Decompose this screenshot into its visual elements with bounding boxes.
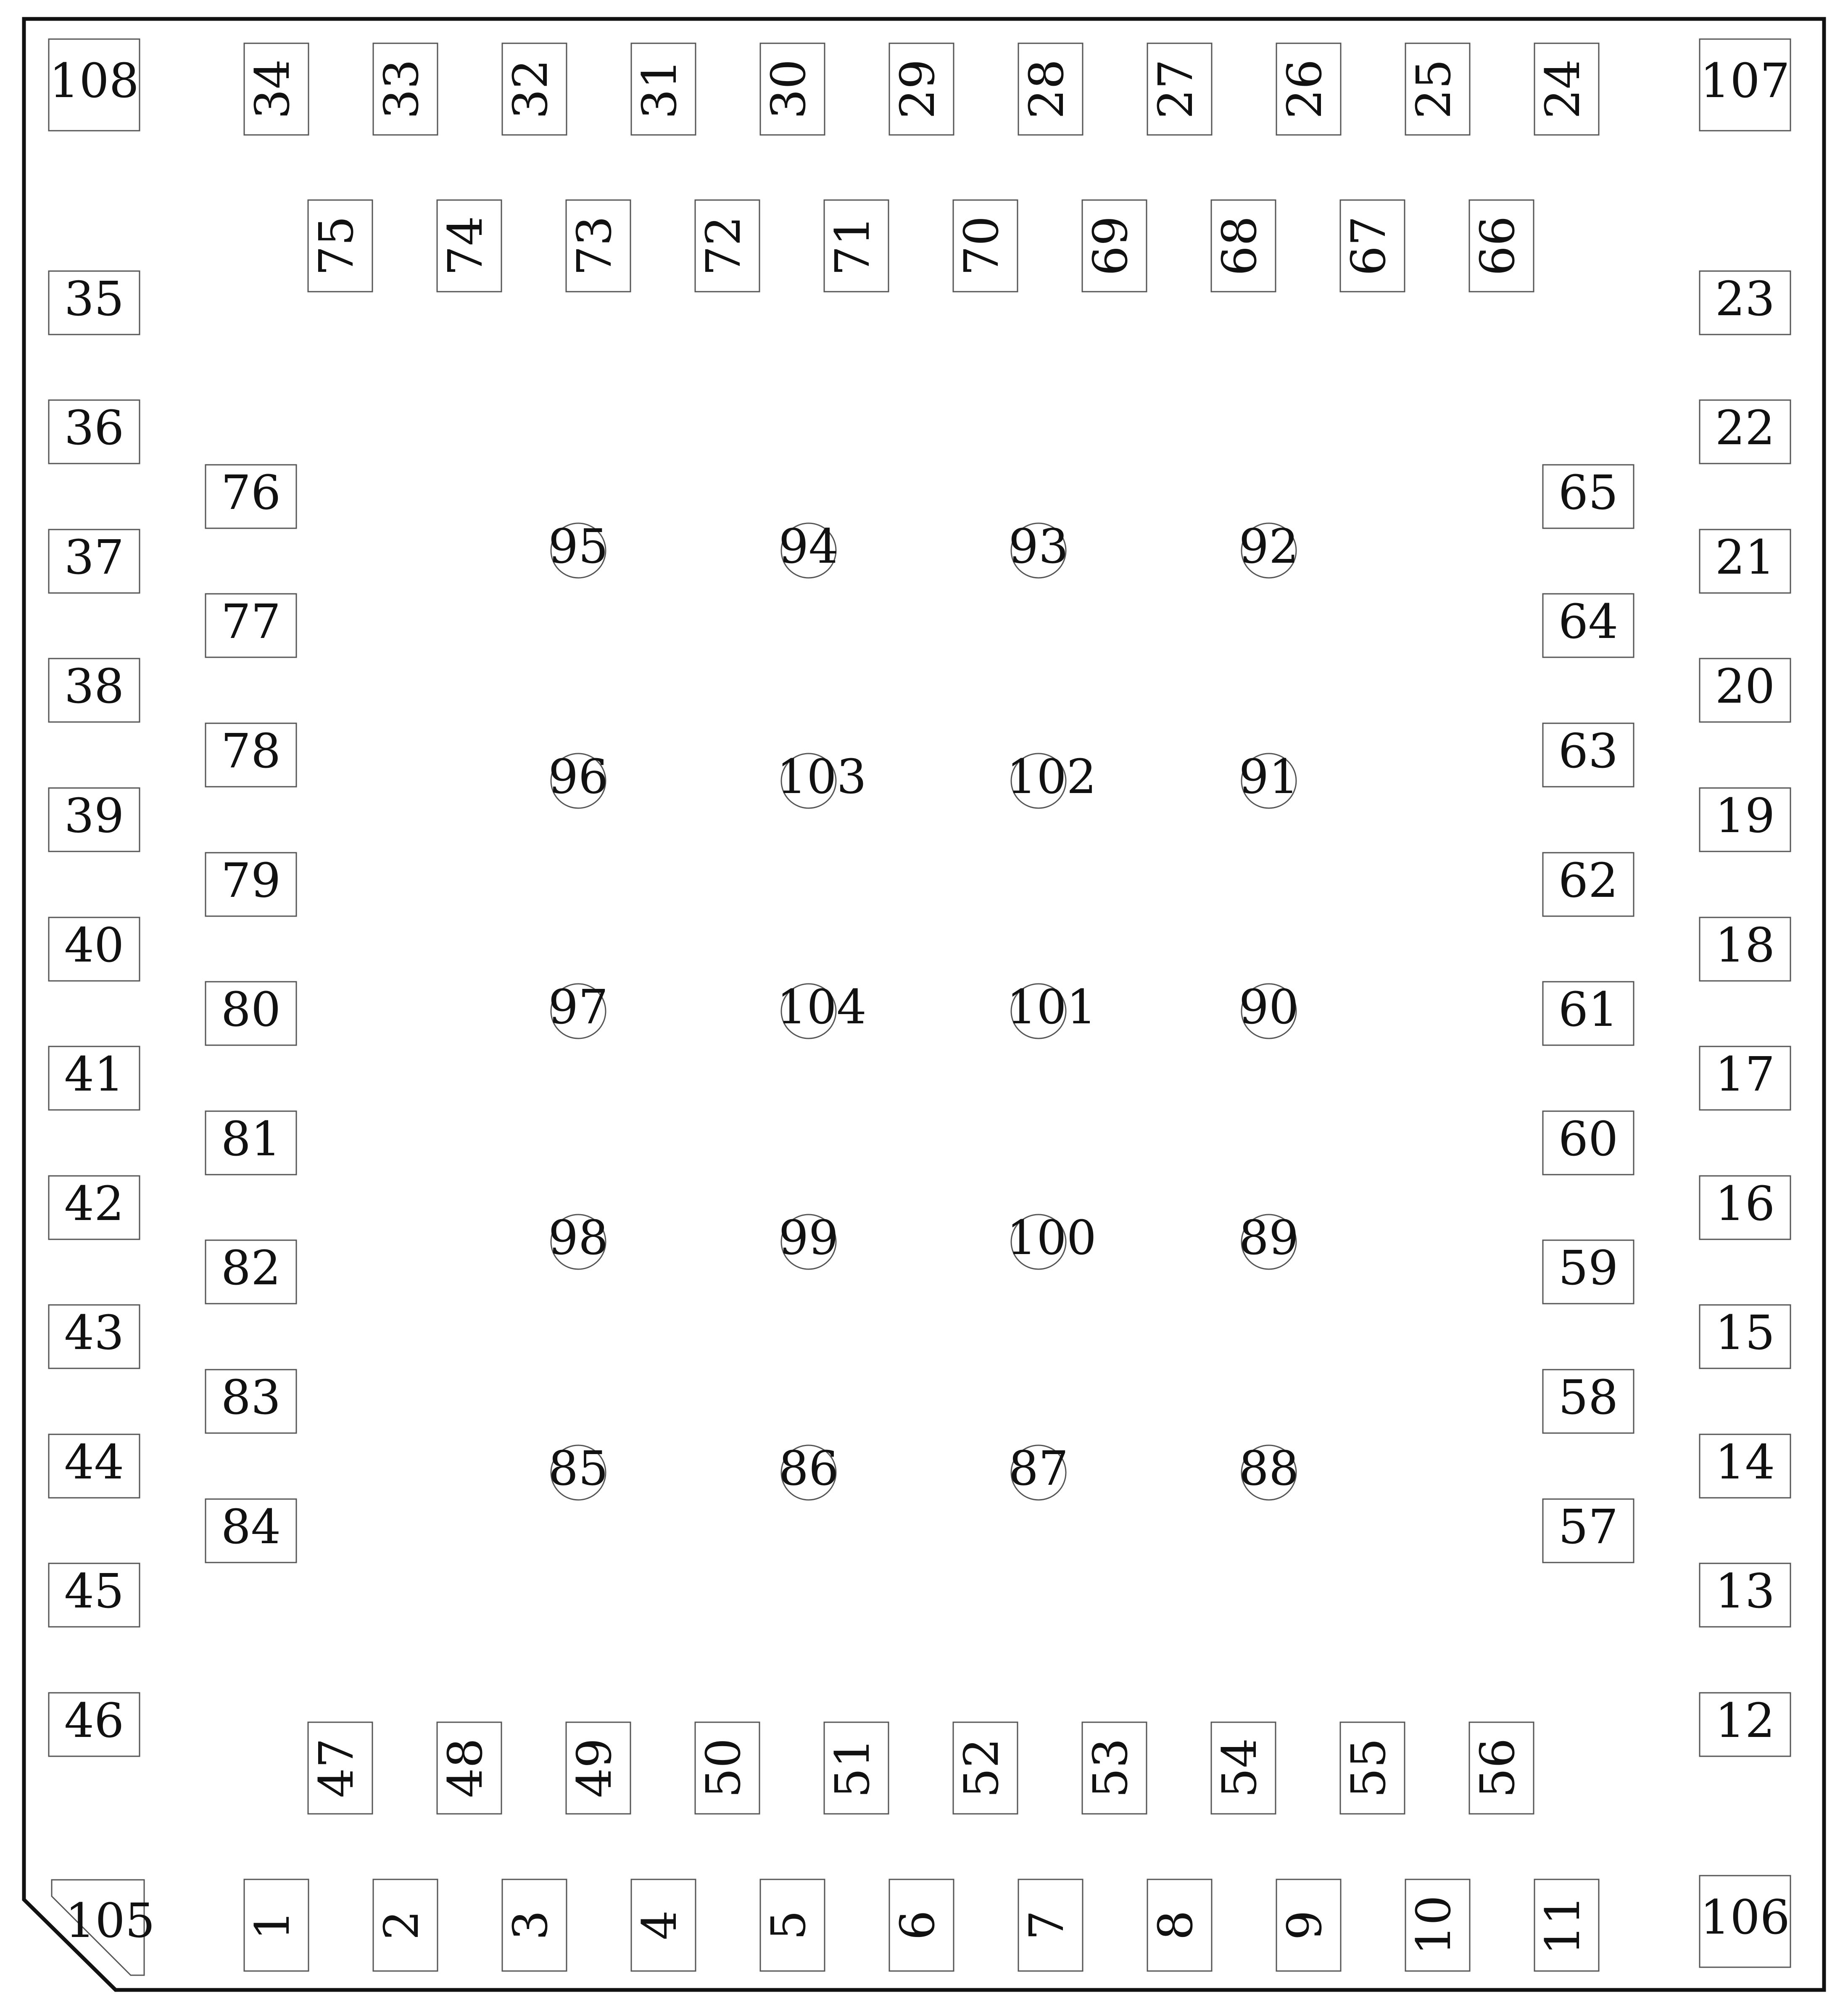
svg-text:6: 6 — [891, 1910, 945, 1940]
pad-left-outer — [49, 1046, 140, 1110]
ball — [1239, 519, 1299, 578]
pad-right-inner — [1543, 594, 1634, 657]
pad-left-inner — [206, 1499, 296, 1563]
svg-text:104: 104 — [777, 980, 867, 1035]
pad-top — [1534, 43, 1599, 135]
pad-second-row — [695, 200, 759, 292]
pad-right-outer — [1700, 1305, 1790, 1368]
svg-text:20: 20 — [1715, 659, 1775, 714]
svg-text:99: 99 — [778, 1211, 839, 1265]
svg-text:25: 25 — [1407, 59, 1461, 119]
svg-text:10: 10 — [1407, 1895, 1461, 1955]
svg-text:86: 86 — [778, 1441, 839, 1496]
pad-right-outer — [1700, 271, 1790, 335]
svg-text:23: 23 — [1715, 272, 1775, 327]
ball — [1239, 1441, 1299, 1500]
svg-text:66: 66 — [1471, 216, 1525, 276]
svg-text:64: 64 — [1558, 595, 1619, 649]
svg-text:3: 3 — [504, 1910, 558, 1940]
svg-text:98: 98 — [548, 1211, 609, 1265]
svg-text:73: 73 — [567, 216, 622, 276]
pad-bottom-inner — [1082, 1722, 1147, 1814]
pad-second-row — [1340, 200, 1405, 292]
ball — [779, 1441, 839, 1500]
pad-bottom — [631, 1879, 696, 1971]
pad-second-row — [1082, 200, 1147, 292]
svg-text:51: 51 — [825, 1738, 880, 1798]
svg-text:106: 106 — [1700, 1890, 1790, 1945]
svg-text:92: 92 — [1239, 519, 1299, 574]
pad-right-inner — [1543, 1499, 1634, 1563]
pad-bottom — [1276, 1879, 1341, 1971]
pad-bottom-inner — [953, 1722, 1018, 1814]
pad-left-outer — [49, 1305, 140, 1368]
svg-text:60: 60 — [1558, 1112, 1619, 1167]
pad-left-inner — [206, 465, 296, 528]
ball — [779, 519, 839, 578]
svg-text:4: 4 — [633, 1910, 687, 1940]
svg-text:8: 8 — [1149, 1910, 1203, 1940]
pad-bottom-inner — [566, 1722, 630, 1814]
pad-left-inner — [206, 982, 296, 1045]
pad-bottom — [760, 1879, 825, 1971]
pad-bottom — [502, 1879, 567, 1971]
svg-text:50: 50 — [696, 1738, 751, 1798]
svg-text:15: 15 — [1715, 1306, 1775, 1360]
svg-text:65: 65 — [1558, 466, 1619, 520]
svg-text:97: 97 — [548, 980, 609, 1035]
svg-text:32: 32 — [504, 59, 558, 119]
svg-text:84: 84 — [221, 1500, 281, 1555]
svg-text:105: 105 — [65, 1894, 155, 1948]
svg-text:16: 16 — [1715, 1177, 1775, 1231]
svg-text:101: 101 — [1007, 980, 1097, 1035]
svg-text:28: 28 — [1020, 59, 1074, 119]
pad-bottom — [244, 1879, 308, 1971]
ball — [1239, 1211, 1299, 1269]
svg-text:71: 71 — [825, 216, 880, 276]
ball — [1009, 1441, 1069, 1500]
svg-text:93: 93 — [1008, 519, 1069, 574]
svg-text:1: 1 — [245, 1910, 300, 1940]
svg-text:22: 22 — [1715, 401, 1775, 456]
pad-top — [1405, 43, 1470, 135]
pad-bottom — [1534, 1879, 1599, 1971]
svg-text:89: 89 — [1239, 1211, 1299, 1265]
pad-right-outer — [1700, 400, 1790, 464]
svg-text:83: 83 — [221, 1370, 281, 1425]
svg-text:87: 87 — [1008, 1441, 1069, 1496]
svg-text:91: 91 — [1239, 750, 1299, 804]
pad-top — [373, 43, 438, 135]
svg-text:52: 52 — [954, 1738, 1009, 1798]
ball — [1007, 1211, 1097, 1269]
svg-text:48: 48 — [438, 1738, 493, 1798]
pad-top — [1276, 43, 1341, 135]
pad-top — [889, 43, 954, 135]
svg-text:31: 31 — [633, 59, 687, 119]
pad-left-outer — [49, 917, 140, 981]
svg-text:67: 67 — [1342, 216, 1396, 276]
svg-text:94: 94 — [778, 519, 839, 574]
pad-right-inner — [1543, 1370, 1634, 1433]
pad-right-inner — [1543, 1111, 1634, 1175]
svg-text:35: 35 — [64, 272, 124, 327]
svg-text:38: 38 — [64, 659, 124, 714]
pad-bottom-inner — [437, 1722, 501, 1814]
pad-left-inner — [206, 723, 296, 787]
pad-bottom — [373, 1879, 438, 1971]
svg-text:43: 43 — [64, 1306, 124, 1360]
svg-text:11: 11 — [1536, 1895, 1590, 1955]
svg-text:96: 96 — [548, 750, 609, 804]
pad-right-inner — [1543, 982, 1634, 1045]
pad-second-row — [566, 200, 630, 292]
pad-left-outer — [49, 530, 140, 593]
pad-left-inner — [206, 853, 296, 916]
ball — [1009, 519, 1069, 578]
ball — [777, 750, 867, 808]
ball — [779, 1211, 839, 1269]
ball — [548, 1441, 609, 1500]
svg-text:76: 76 — [221, 466, 281, 520]
svg-text:27: 27 — [1149, 59, 1203, 119]
pad-right-inner — [1543, 853, 1634, 916]
svg-text:77: 77 — [221, 595, 281, 649]
svg-text:70: 70 — [954, 216, 1009, 276]
svg-text:74: 74 — [438, 216, 493, 276]
svg-text:18: 18 — [1715, 918, 1775, 973]
pad-left-inner — [206, 1240, 296, 1304]
pad-bottom — [1147, 1879, 1212, 1971]
svg-text:68: 68 — [1213, 216, 1267, 276]
svg-text:21: 21 — [1715, 530, 1775, 585]
pad-second-row — [437, 200, 501, 292]
pad-bottom-inner — [824, 1722, 888, 1814]
pad-right-outer — [1700, 1434, 1790, 1498]
pad-right-outer — [1700, 1176, 1790, 1239]
pad-left-outer — [49, 1693, 140, 1756]
pad-top — [631, 43, 696, 135]
pad-second-row — [308, 200, 372, 292]
svg-text:107: 107 — [1700, 54, 1790, 108]
pad-left-outer — [49, 659, 140, 722]
svg-text:30: 30 — [762, 59, 816, 119]
svg-text:42: 42 — [64, 1177, 124, 1231]
ball — [1239, 980, 1299, 1038]
svg-text:58: 58 — [1558, 1370, 1619, 1425]
svg-text:2: 2 — [374, 1910, 429, 1940]
svg-text:79: 79 — [221, 854, 281, 908]
svg-text:63: 63 — [1558, 724, 1619, 779]
pad-top — [502, 43, 567, 135]
pad-left-outer — [49, 1563, 140, 1627]
ball — [1239, 750, 1299, 808]
ball — [548, 980, 609, 1038]
svg-text:46: 46 — [64, 1694, 124, 1748]
pad-second-row — [1211, 200, 1276, 292]
pad-left-outer — [49, 1434, 140, 1498]
ball — [1007, 980, 1097, 1038]
pad-bottom-inner — [695, 1722, 759, 1814]
svg-text:103: 103 — [777, 750, 867, 804]
svg-text:56: 56 — [1471, 1738, 1525, 1798]
svg-text:24: 24 — [1536, 59, 1590, 119]
svg-text:34: 34 — [245, 59, 300, 119]
pad-right-outer — [1700, 530, 1790, 593]
pad-right-inner — [1543, 1240, 1634, 1304]
svg-text:19: 19 — [1715, 789, 1775, 843]
pad-106 — [1700, 1876, 1790, 1967]
pad-right-outer — [1700, 1046, 1790, 1110]
pad-left-outer — [49, 400, 140, 464]
svg-text:61: 61 — [1558, 983, 1619, 1037]
pad-left-inner — [206, 594, 296, 657]
pad-second-row — [1469, 200, 1534, 292]
svg-text:72: 72 — [696, 216, 751, 276]
ball — [1007, 750, 1097, 808]
svg-text:53: 53 — [1083, 1738, 1138, 1798]
pad-bottom-inner — [308, 1722, 372, 1814]
svg-text:33: 33 — [374, 59, 429, 119]
pad-right-outer — [1700, 917, 1790, 981]
pad-bottom-inner — [1340, 1722, 1405, 1814]
pad-bottom — [1405, 1879, 1470, 1971]
pad-bottom — [1018, 1879, 1083, 1971]
svg-text:5: 5 — [762, 1910, 816, 1940]
pad-second-row — [953, 200, 1018, 292]
svg-text:26: 26 — [1278, 59, 1332, 119]
svg-text:44: 44 — [64, 1435, 124, 1490]
svg-text:49: 49 — [567, 1738, 622, 1798]
pad-right-outer — [1700, 788, 1790, 851]
svg-text:62: 62 — [1558, 854, 1619, 908]
svg-text:7: 7 — [1020, 1910, 1074, 1940]
svg-text:36: 36 — [64, 401, 124, 456]
ball — [548, 1211, 609, 1269]
svg-text:47: 47 — [309, 1738, 364, 1798]
svg-text:9: 9 — [1278, 1910, 1332, 1940]
pad-second-row — [824, 200, 888, 292]
svg-text:85: 85 — [548, 1441, 609, 1496]
svg-text:81: 81 — [221, 1112, 281, 1167]
svg-text:95: 95 — [548, 519, 609, 574]
pad-108 — [49, 39, 140, 131]
pad-right-inner — [1543, 465, 1634, 528]
svg-text:80: 80 — [221, 983, 281, 1037]
svg-text:57: 57 — [1558, 1500, 1619, 1555]
pad-left-inner — [206, 1111, 296, 1175]
svg-text:88: 88 — [1239, 1441, 1299, 1496]
svg-text:100: 100 — [1007, 1211, 1097, 1265]
svg-text:13: 13 — [1715, 1564, 1775, 1619]
svg-text:82: 82 — [221, 1241, 281, 1296]
ball — [548, 750, 609, 808]
pad-bottom-inner — [1469, 1722, 1534, 1814]
svg-text:40: 40 — [64, 918, 124, 973]
svg-text:102: 102 — [1007, 750, 1097, 804]
svg-text:75: 75 — [309, 216, 364, 276]
svg-text:69: 69 — [1083, 216, 1138, 276]
pad-left-outer — [49, 788, 140, 851]
svg-text:78: 78 — [221, 724, 281, 779]
ball — [548, 519, 609, 578]
pad-105 — [52, 1880, 155, 1975]
svg-text:54: 54 — [1213, 1738, 1267, 1798]
svg-text:90: 90 — [1239, 980, 1299, 1035]
svg-text:41: 41 — [64, 1047, 124, 1102]
ball — [777, 980, 867, 1038]
svg-text:14: 14 — [1715, 1435, 1775, 1490]
svg-text:29: 29 — [891, 59, 945, 119]
pad-107 — [1700, 39, 1790, 131]
pad-right-inner — [1543, 723, 1634, 787]
svg-text:17: 17 — [1715, 1047, 1775, 1102]
svg-text:45: 45 — [64, 1564, 124, 1619]
pad-right-outer — [1700, 1563, 1790, 1627]
svg-text:55: 55 — [1342, 1738, 1396, 1798]
pad-top — [1018, 43, 1083, 135]
pad-top — [244, 43, 308, 135]
svg-text:39: 39 — [64, 789, 124, 843]
pad-left-outer — [49, 271, 140, 335]
svg-text:59: 59 — [1558, 1241, 1619, 1296]
pad-left-outer — [49, 1176, 140, 1239]
pad-bottom-inner — [1211, 1722, 1276, 1814]
pad-top — [760, 43, 825, 135]
pad-left-inner — [206, 1370, 296, 1433]
svg-text:37: 37 — [64, 530, 124, 585]
svg-text:108: 108 — [49, 54, 139, 108]
pad-top — [1147, 43, 1212, 135]
svg-text:12: 12 — [1715, 1694, 1775, 1748]
pad-right-outer — [1700, 659, 1790, 722]
pad-bottom — [889, 1879, 954, 1971]
pad-right-outer — [1700, 1693, 1790, 1756]
